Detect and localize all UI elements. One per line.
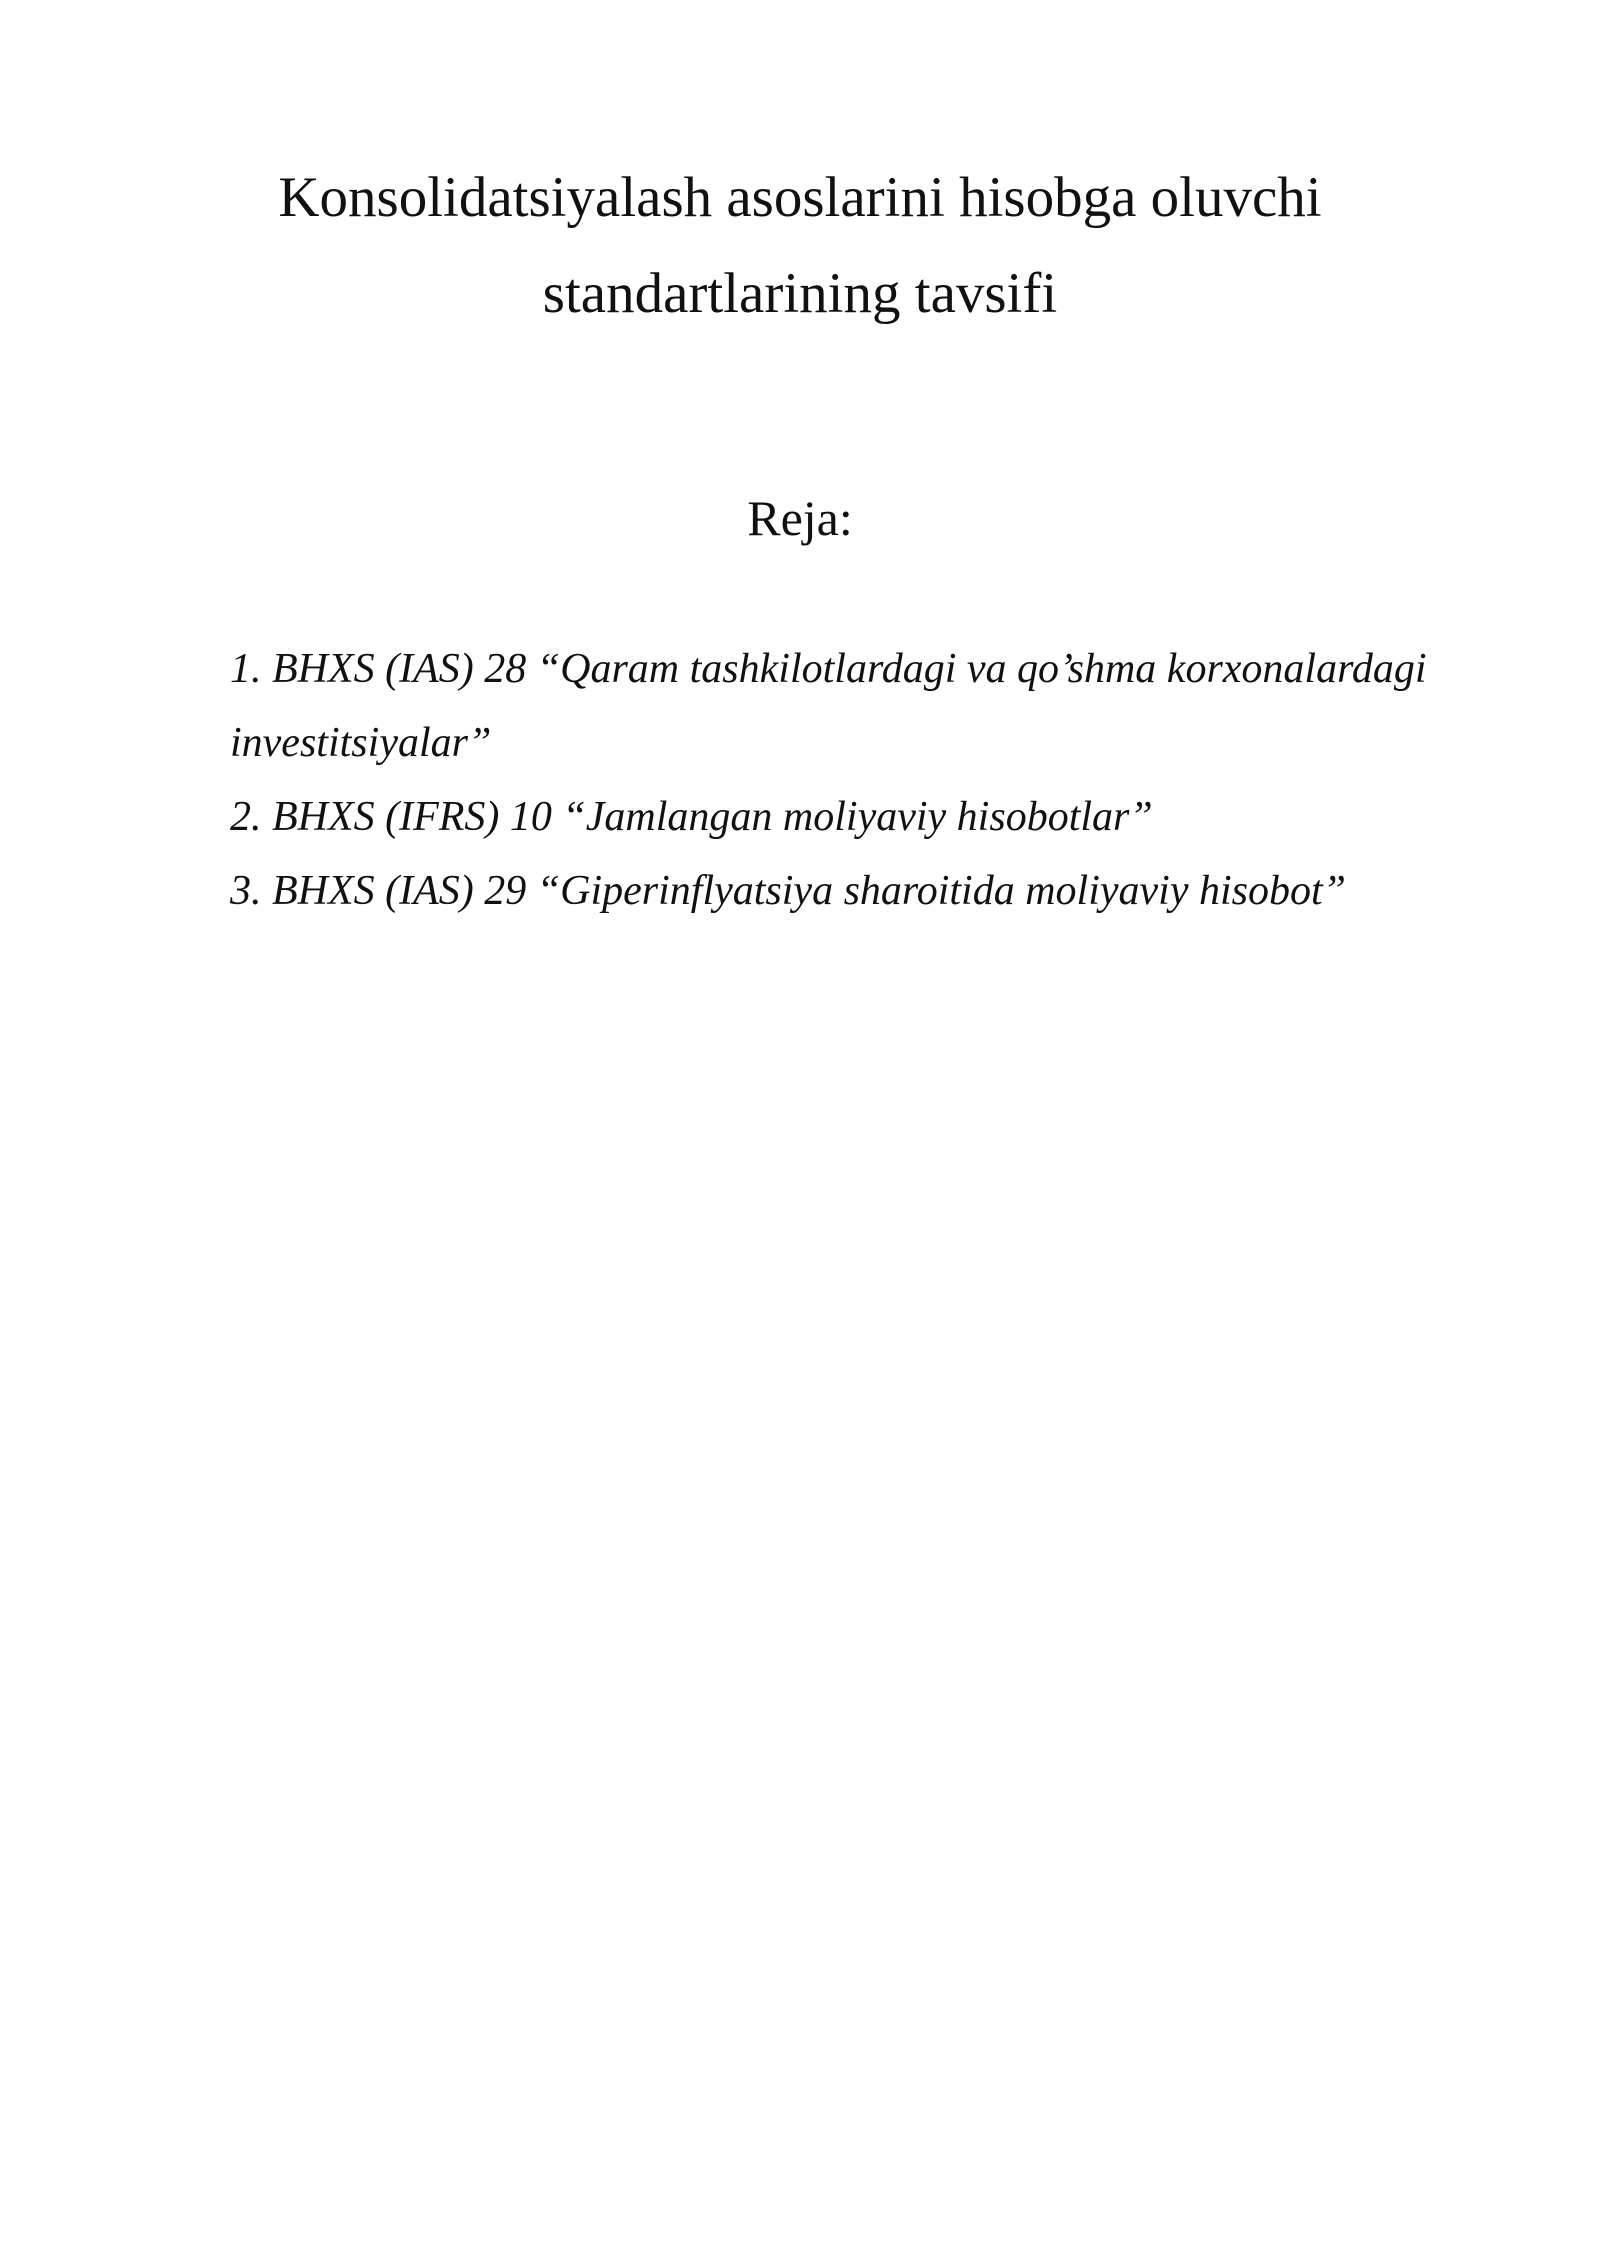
plan-list — [230, 632, 1490, 928]
document-title — [0, 150, 1600, 342]
plan-item-2: 2. BHXS (IFRS) 10 “Jamlangan moliyaviy hisobotlar” — [230, 794, 1153, 840]
plan-heading: Reja: — [747, 490, 853, 546]
plan-item-3: 3. BHXS (IAS) 29 “Giperinflyatsiya sharoitida moliyaviy hisobot” — [230, 868, 1347, 914]
document-title-line-1: Konsolidatsiyalash asoslarini hisobga oluvchi — [278, 166, 1322, 229]
document-title-line-2: standartlarining tavsifi — [542, 262, 1058, 325]
plan-item-1: 1. BHXS (IAS) 28 “Qaram tashkilotlardagi va qo’shma korxonalardagi investitsiyalar” — [230, 646, 1427, 766]
